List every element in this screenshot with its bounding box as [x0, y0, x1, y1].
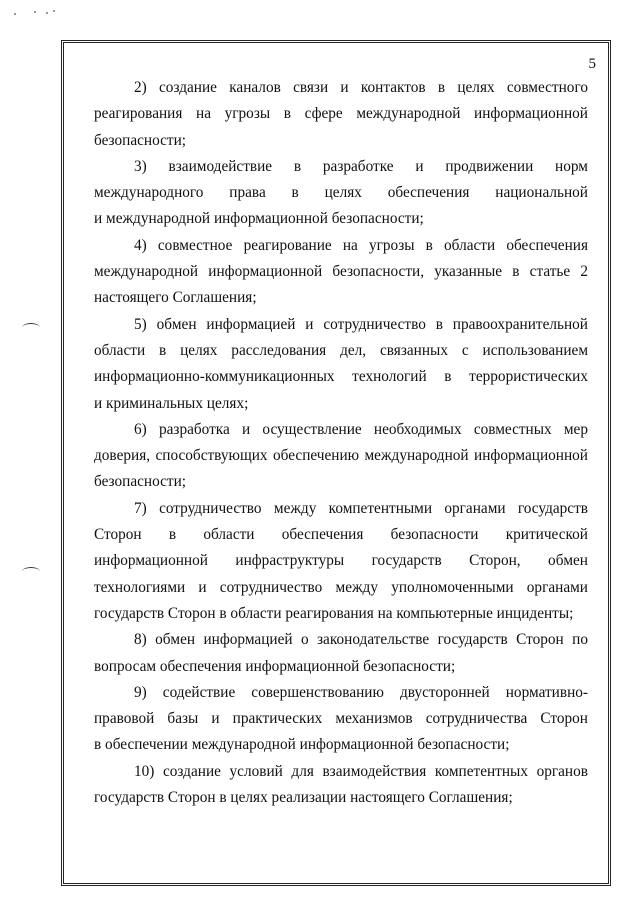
scan-speck	[53, 10, 55, 12]
paragraph-item	[94, 496, 588, 627]
document-body	[94, 75, 588, 811]
paragraph-item	[94, 312, 588, 417]
paragraph-item	[94, 75, 588, 154]
paragraph-line: 6) разработка и осуществление необходимых совместных мер	[134, 420, 588, 438]
paragraph-item	[94, 417, 588, 496]
paragraph-line: области в целях расследования дел, связанных с использованием	[94, 341, 588, 359]
paragraph-item	[94, 154, 588, 233]
paragraph-line: 10) создание условий для взаимодействия компетентных органов	[134, 762, 588, 780]
scan-speck	[46, 12, 48, 14]
scan-speck	[14, 13, 16, 15]
paragraph-line: и международной информационной безопасности;	[94, 210, 424, 228]
paragraph-line: правовой базы и практических механизмов сотрудничества Сторон	[94, 710, 588, 728]
paragraph-line: информационно-коммуникационных технологий в террористических	[94, 368, 588, 386]
paragraph-line: настоящего Соглашения;	[94, 289, 257, 307]
paragraph-line: безопасности;	[94, 473, 187, 491]
paragraph-line: 4) совместное реагирование на угрозы в области обеспечения	[134, 236, 588, 254]
scan-speck	[34, 11, 36, 13]
paragraph-item	[94, 233, 588, 312]
paragraph-line: доверия, способствующих обеспечению международной информационной	[94, 447, 588, 465]
paragraph-item	[94, 680, 588, 759]
paragraph-line: реагирования на угрозы в сфере международной информационной	[94, 105, 588, 123]
paragraph-item	[94, 627, 588, 680]
paragraph-line: международного права в целях обеспечения национальной	[94, 184, 588, 202]
paragraph-line: 9) содействие совершенствованию двусторонней нормативно-	[134, 683, 588, 701]
paragraph-line: государств Сторон в области реагирования на компьютерные инциденты;	[94, 604, 574, 622]
paragraph-line: 3) взаимодействие в разработке и продвижении норм	[134, 157, 588, 175]
binding-hole-mark	[22, 323, 40, 332]
paragraph-line: и криминальных целях;	[94, 394, 249, 412]
paragraph-item	[94, 759, 588, 812]
paragraph-line: 5) обмен информацией и сотрудничество в правоохранительной	[134, 315, 588, 333]
paragraph-line: 7) сотрудничество между компетентными органами государств	[134, 499, 588, 517]
paragraph-line: государств Сторон в целях реализации настоящего Соглашения;	[94, 789, 513, 807]
paragraph-line: в обеспечении международной информационной безопасности;	[94, 736, 510, 754]
paragraph-line: информационной инфраструктуры государств Сторон, обмен	[94, 552, 588, 570]
paragraph-line: международной информационной безопасности, указанные в статье 2	[94, 263, 588, 281]
paragraph-line: вопросам обеспечения информационной безопасности;	[94, 657, 456, 675]
page-number: 5	[588, 56, 596, 72]
paragraph-line: безопасности;	[94, 131, 187, 149]
paragraph-line: 2) создание каналов связи и контактов в целях совместного	[134, 79, 588, 96]
paragraph-line: технологиями и сотрудничество между уполномоченными органами	[94, 578, 588, 596]
binding-hole-mark	[22, 567, 40, 576]
paragraph-line: Сторон в области обеспечения безопасности критической	[94, 526, 588, 544]
paragraph-line: 8) обмен информацией о законодательстве государств Сторон по	[134, 631, 588, 649]
